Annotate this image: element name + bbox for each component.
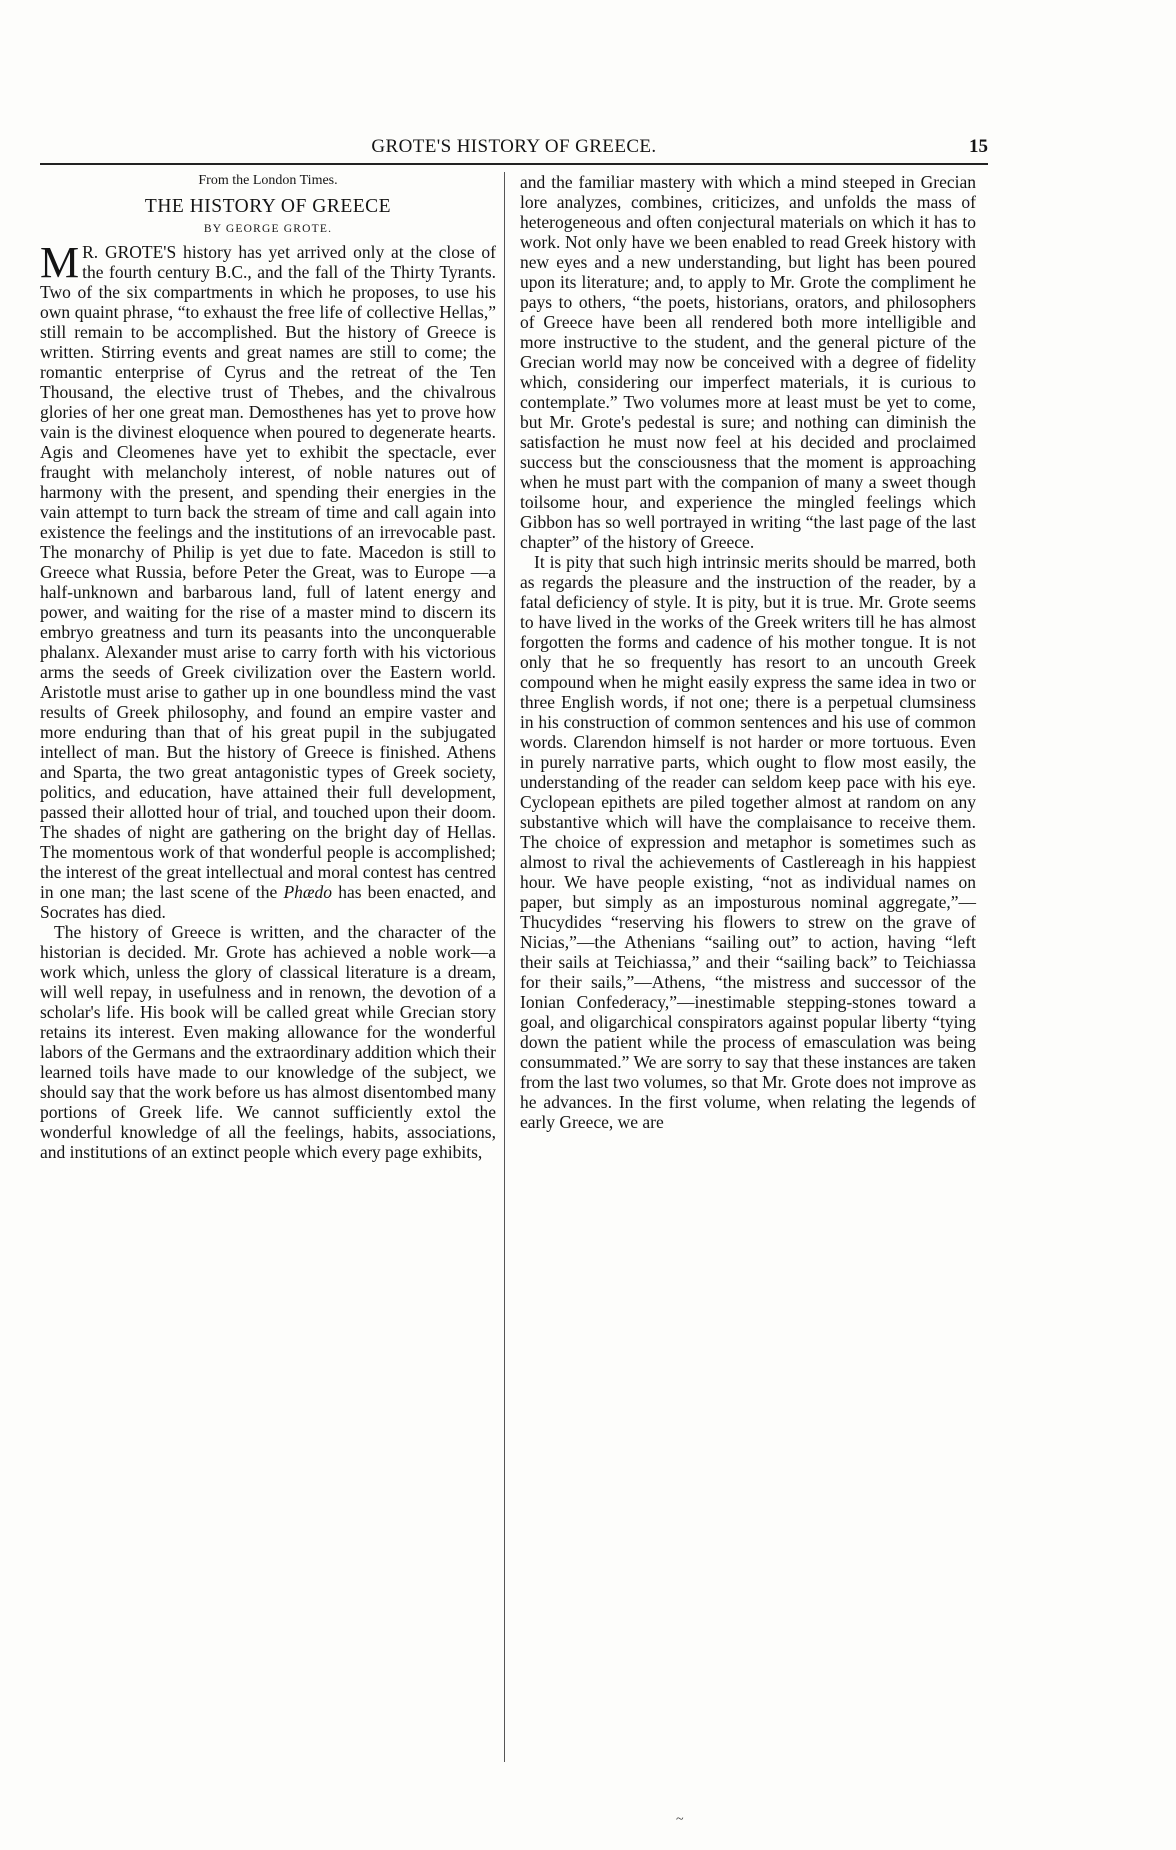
page-number: 15 [969, 136, 988, 157]
article-title: THE HISTORY OF GREECE [144, 196, 392, 217]
running-title: GROTE'S HISTORY OF GREECE. [371, 136, 657, 157]
phaedo-title: Phædo [283, 882, 333, 902]
paragraph-2-start: The history of Greece is written, and the character of the historian is decided. Mr. Grote has achieved a noble work—a work which, unless the glory of classical literature is a dream, will well repay, in usefulness and in renown, the devotion of a scholar's life. His book will be called great while Grecian story retains its interest. Even making allowance for the wonderful labors of the Germans and the extraordinary addition which their learned toils have made to our knowledge of the subject, we should say that the work before us has almost disentombed many portions of Greek life. We cannot sufficiently extol the wonderful knowledge of all the feelings, habits, associations, and institutions of an extinct people which every page exhibits, [40, 922, 496, 1162]
source-line: From the London Times. [198, 173, 338, 188]
paragraph-1-end: has been enacted, and Socrates has died. [40, 882, 497, 922]
left-column [40, 172, 496, 1162]
column-divider [504, 172, 505, 1762]
paragraph-3: It is pity that such high intrinsic merits should be marred, both as regards the pleasure and the instruction of the reader, by a fatal deficiency of style. It is pity, but it is true. Mr. Grote seems to have lived in the works of the Greek writers till he has almost forgotten the forms and cadence of his mother tongue. It is not only that he so frequently has resort to an uncouth Greek compound when he might easily express the same idea in two or three English words, if not one; there is a perpetual clumsiness in his construction of common sentences and his use of common words. Clarendon himself is not harder or more tortuous. Even in purely narrative parts, which ought to flow most easily, the understanding of the reader can seldom keep pace with his eye. Cyclopean epithets are piled together almost at random on any substantive which will have the complaisance to receive them. The choice of expression and metaphor is sometimes such as almost to rival the achievements of Castlereagh in his happiest hour. We have people existing, “not as individual names on paper, but simply as an imposturous nominal aggregate,”—Thucydides “reserving his flowers to strew on the grave of Nicias,”—the Athenians “sailing out” to action, having “left their sails at Teichiassa,” and their “sailing back” to Teichiassa for their sails,”—Athens, “the mistress and successor of the Ionian Confederacy,”—inestimable stepping-stones toward a goal, and oligarchical conspirators against popular liberty “tying down the patient while the process of emasculation was being consummated.” We are sorry to say that these instances are taken from the last two volumes, so that Mr. Grote does not improve as he advances. In the first volume, when relating the legends of early Greece, we are [520, 552, 976, 1132]
drop-cap: M [40, 238, 80, 287]
footer-mark: ~ [676, 1812, 684, 1827]
paragraph-1 [40, 238, 497, 922]
byline: BY GEORGE GROTE. [203, 223, 333, 235]
header-rule [40, 163, 988, 165]
paragraph-1-text: R. GROTE'S history has yet arrived only at the close of the fourth century B.C., and the fall of the Thirty Tyrants. Two of the six compartments in which he proposes, to use his own quaint phrase, “to exhaust the free life of collective Hellas,” still remain to be accomplished. But the history of Greece is written. Stirring events and great names are still to come; the romantic enterprise of Cyrus and the retreat of the Ten Thousand, the elective trust of Thebes, and the chivalrous glories of her one great man. Demosthenes has yet to prove how vain is the divinest eloquence when poured to degenerate hearts. Agis and Cleomenes have yet to exhibit the spectacle, ever fraught with melancholy interest, of noble natures out of harmony with the present, and spending their energies in the vain attempt to turn back the stream of time and call again into existence the feelings and the institutions of an irrevocable past. The monarchy of Philip is yet due to fate. Macedon is still to Greece what Russia, before Peter the Great, was to Europe —a half-unknown and barbarous land, full of latent energy and power, and waiting for the rise of a master mind to discern its embryo greatness and turn its peasants into the unconquerable phalanx. Alexander must arise to carry forth with his victorious arms the seeds of Greek civilization over the Eastern world. Aristotle must arise to gather up in one boundless mind the vast results of Greek philosophy, and found an empire vaster and more enduring than that of his great pupil in the subjugated intellect of man. But the history of Greece is finished. Athens and Sparta, the two great antagonistic types of Greek society, politics, and education, have attained their full development, passed their allotted hour of trial, and touched upon their doom. The shades of night are gathering on the bright day of Hellas. The momentous work of that wonderful people is accomplished; the interest of the great intellectual and moral contest has centred in one man; the last scene of the [40, 242, 496, 902]
paragraph-2-continued: and the familiar mastery with which a mind steeped in Grecian lore analyzes, combines, criticizes, and unfolds the mass of heterogeneous and often conjectural materials on which it has to work. Not only have we been enabled to read Greek history with new eyes and a new understanding, but light has been poured upon its literature; and, to apply to Mr. Grote the compliment he pays to others, “the poets, historians, orators, and philosophers of Greece have been all rendered both more intelligible and more instructive to the student, and the general picture of the Grecian world may now be conceived with a degree of fidelity which, considering our imperfect materials, it is curious to contemplate.” Two volumes more at least must be yet to come, but Mr. Grote's pedestal is sure; and nothing can diminish the satisfaction he must now feel at his decided and proclaimed success but the consciousness that the moment is approaching when he must part with the companion of many a sweet though toilsome hour, and experience the mingled feelings which Gibbon has so well portrayed in writing “the last page of the last chapter” of the history of Greece. [520, 172, 976, 552]
right-column [520, 172, 976, 1132]
running-head [40, 136, 988, 160]
